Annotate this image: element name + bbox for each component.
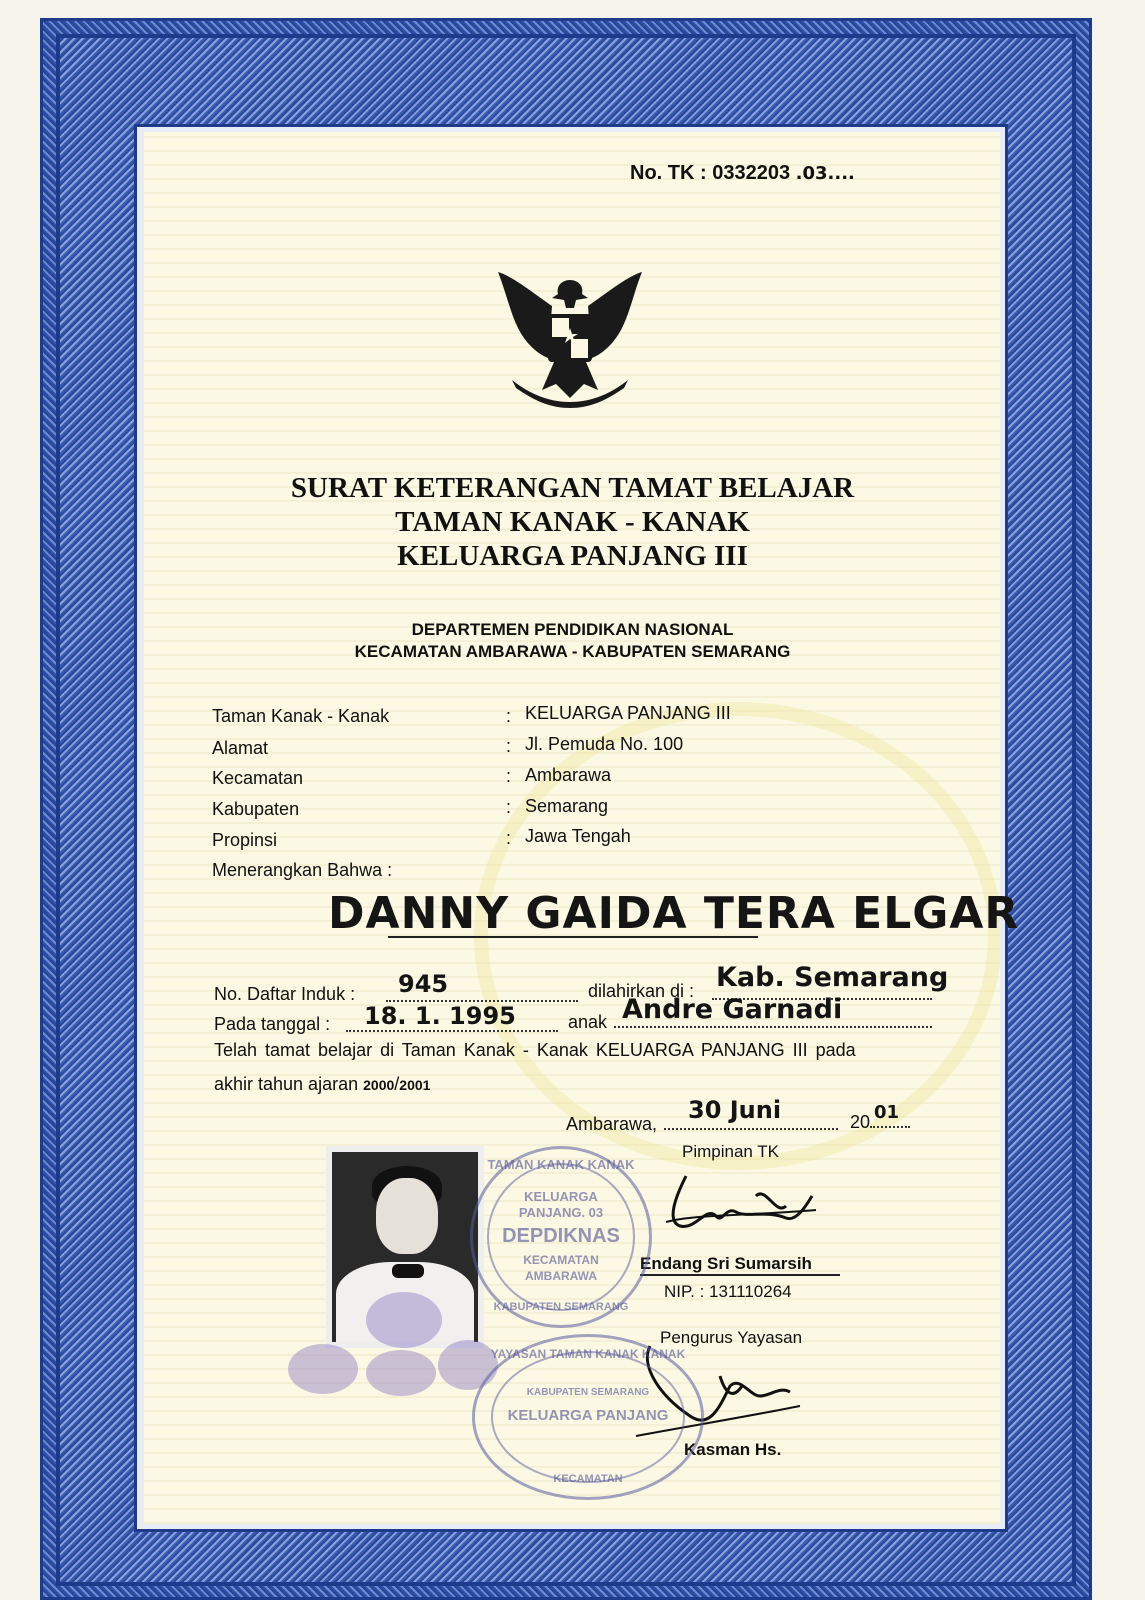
head-name-underline <box>640 1274 840 1276</box>
statement-prefix: akhir tahun ajaran <box>214 1074 359 1094</box>
foundation-stamp <box>472 1334 704 1500</box>
certificate-number <box>630 162 855 185</box>
school-year-end: 2001 <box>399 1077 431 1093</box>
birth-date-label: Pada tanggal : <box>214 1014 331 1034</box>
stamp-text: AMBARAWA <box>525 1269 597 1283</box>
certificate-title-line-3: KELUARGA PANJANG III <box>397 540 748 572</box>
stamp-arc-bottom-text: KABUPATEN SEMARANG <box>493 1301 629 1313</box>
foundation-name: Kasman Hs. <box>684 1440 782 1459</box>
statement-line-1: Telah tamat belajar di Taman Kanak - Kanak KELUARGA PANJANG III pada <box>214 1040 856 1060</box>
stamp-text: PANJANG. 03 <box>518 1205 604 1220</box>
stamp-text: KELUARGA PANJANG <box>507 1407 669 1424</box>
birth-date: 18. 1. 1995 <box>364 1002 516 1030</box>
info-value: Semarang <box>525 796 609 816</box>
issue-place: Ambarawa, <box>566 1114 658 1134</box>
student-name: DANNY GAIDA TERA ELGAR <box>328 888 1020 939</box>
register-number: 945 <box>398 970 449 998</box>
declaration-label: Menerangkan Bahwa : <box>212 860 393 880</box>
info-label: Kabupaten <box>212 799 300 819</box>
issue-year-prefix: 20 <box>850 1112 871 1132</box>
info-value: Ambarawa <box>525 765 612 785</box>
ink-smudge <box>366 1292 442 1348</box>
info-value: KELUARGA PANJANG III <box>525 703 731 723</box>
ink-smudge <box>366 1350 436 1396</box>
issue-year-dotted-line <box>870 1126 910 1128</box>
certificate-number-label: No. TK : 0332203 <box>630 162 791 184</box>
stamp-text: KECAMATAN <box>523 1253 599 1267</box>
garuda-emblem-icon <box>492 262 648 414</box>
stamp-arc-text: TAMAN KANAK KANAK <box>487 1157 635 1172</box>
head-signature-icon <box>656 1166 836 1246</box>
info-colon: : <box>506 797 512 817</box>
department-line-2: KECAMATAN AMBARAWA - KABUPATEN SEMARANG <box>354 642 791 661</box>
certificate-number-suffix: .03.... <box>795 163 855 184</box>
info-colon: : <box>506 766 512 786</box>
info-value: Jl. Pemuda No. 100 <box>525 734 684 754</box>
parent-name: Andre Garnadi <box>622 994 843 1025</box>
info-label: Taman Kanak - Kanak <box>212 706 390 726</box>
head-name: Endang Sri Sumarsih <box>640 1254 812 1273</box>
stamp-arc-bottom-text: KECAMATAN <box>553 1473 623 1485</box>
statement-line-2 <box>214 1074 430 1095</box>
ink-smudge <box>288 1344 358 1394</box>
born-label: dilahirkan di : <box>588 981 695 1001</box>
department-line-1: DEPARTEMEN PENDIDIKAN NASIONAL <box>411 620 734 639</box>
birth-date-dotted-line <box>346 1030 558 1032</box>
info-label: Kecamatan <box>212 768 304 788</box>
birthplace: Kab. Semarang <box>716 962 949 993</box>
certificate-title-line-2: TAMAN KANAK - KANAK <box>395 506 750 538</box>
child-of-label: anak <box>568 1012 608 1032</box>
issue-year-suffix: 01 <box>874 1102 900 1123</box>
foundation-title: Pengurus Yayasan <box>660 1328 803 1347</box>
register-label: No. Daftar Induk : <box>214 984 356 1004</box>
photo-bow-tie-icon <box>392 1264 424 1278</box>
issue-day-month: 30 Juni <box>688 1096 782 1124</box>
parent-dotted-line <box>614 1026 932 1028</box>
photo-face <box>376 1178 438 1254</box>
school-stamp <box>470 1146 652 1328</box>
head-title: Pimpinan TK <box>682 1142 780 1161</box>
info-label: Propinsi <box>212 830 278 850</box>
stamp-text: KABUPATEN SEMARANG <box>526 1387 650 1398</box>
stamp-text: KELUARGA <box>524 1189 598 1204</box>
stamp-arc-text: YAYASAN TAMAN KANAK KANAK <box>490 1347 686 1361</box>
info-colon: : <box>506 828 512 848</box>
certificate-title-line-1: SURAT KETERANGAN TAMAT BELAJAR <box>290 472 855 504</box>
school-year-start: 2000 <box>363 1077 395 1093</box>
info-colon: : <box>506 736 512 756</box>
info-label: Alamat <box>212 738 269 758</box>
head-nip: NIP. : 131110264 <box>664 1282 792 1301</box>
student-name-underline <box>388 936 758 938</box>
issue-date-dotted-line <box>664 1128 838 1130</box>
info-value: Jawa Tengah <box>525 826 631 846</box>
school-year-separator: / <box>394 1074 400 1094</box>
info-colon: : <box>506 706 512 726</box>
stamp-text: DEPDIKNAS <box>502 1225 620 1247</box>
